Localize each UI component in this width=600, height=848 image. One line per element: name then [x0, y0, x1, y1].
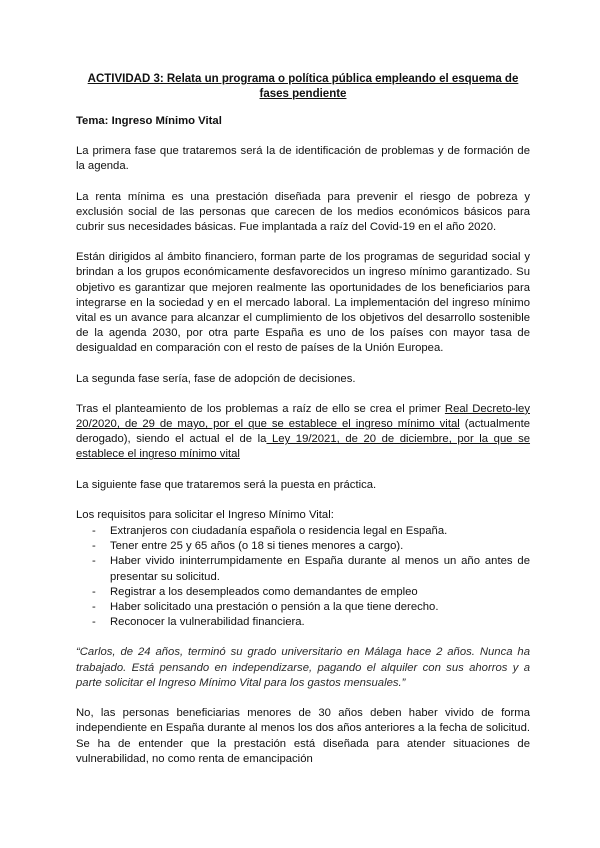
legislation-text-b: (actualmente derogado), siendo el actual el de la	[76, 418, 531, 446]
ley-19-2021-link[interactable]: Ley 19/2021, de 20 de diciembre, por la que se establece el ingreso mínimo vital	[76, 433, 531, 461]
document-page	[76, 72, 530, 782]
legislation-text-a: Tras el planteamiento de los problemas a raíz de ello se crea el primer	[76, 402, 445, 415]
paragraph-definition: La renta mínima es una prestación diseñada para prevenir el riesgo de pobreza y exclusión social de las personas que carecen de los medios económicos básicos para cubrir sus necesidades básicas. Fue implantada a raíz del Covid-19 en el año 2020.	[76, 190, 530, 234]
list-item: - Haber solicitado una prestación o pensión a la que tiene derecho.	[92, 600, 530, 615]
paragraph-phase-three: La siguiente fase que trataremos será la puesta en práctica.	[76, 478, 377, 491]
topic-heading: Tema: Ingreso Mínimo Vital	[76, 115, 222, 127]
list-item: - Registrar a los desempleados como demandantes de empleo	[92, 585, 530, 600]
paragraph-answer: No, las personas beneficiarias menores de 30 años deben haber vivido de forma independiente en España durante al menos los dos años anteriores a la fecha de solicitud. Se ha de entender que la prestación está diseñada para atender situaciones de vulnerabilidad, no como renta de emancipación	[76, 707, 530, 765]
paragraph-phase-one: La primera fase que trataremos será la de identificación de problemas y de formación de la agenda.	[76, 145, 530, 173]
list-item: - Tener entre 25 y 65 años (o 18 si tienes menores a cargo).	[92, 539, 530, 554]
case-quote: “Carlos, de 24 años, terminó su grado universitario en Málaga hace 2 años. Nunca ha trabajado. Está pensando en independizarse, pagando el alquiler con sus ahorros y a parte solicitar el Ingreso Mínimo Vital para los gastos mensuales.”	[76, 646, 530, 689]
list-item: - Extranjeros con ciudadanía española o residencia legal en España.	[92, 524, 530, 539]
paragraph-phase-two: La segunda fase sería, fase de adopción de decisiones.	[76, 372, 356, 385]
list-item: - Haber vivido ininterrumpidamente en España durante al menos un año antes de presentar su solicitud.	[92, 554, 530, 584]
list-item: - Reconocer la vulnerabilidad financiera.	[92, 615, 530, 630]
real-decreto-link[interactable]: Real Decreto-ley 20/2020, de 29 de mayo, por el que se establece el ingreso mínimo vital	[76, 402, 530, 431]
paragraph-objectives: Están dirigidos al ámbito financiero, forman parte de los programas de seguridad social y brindan a los grupos económicamente desfavorecidos un ingreso mínimo garantizado. Su objetivo es garantizar que mejoren realmente las oportunidades de los beneficiarios para integrarse en la sociedad y en el mercado laboral. La implementación del ingreso mínimo vital es un avance para alcanzar el cumplimiento de los objetivos del desarrollo sostenible de la agenda 2030, por otra parte España es uno de los países con mayor tasa de desigualdad en comparación con el resto de países de la Unión Europea.	[76, 251, 530, 355]
requirements-intro: Los requisitos para solicitar el Ingreso Mínimo Vital:	[76, 508, 334, 521]
requirements-list	[76, 524, 530, 630]
paragraph-legislation	[76, 402, 530, 463]
activity-title: ACTIVIDAD 3: Relata un programa o política pública empleando el esquema de fases pendiente	[87, 73, 519, 100]
